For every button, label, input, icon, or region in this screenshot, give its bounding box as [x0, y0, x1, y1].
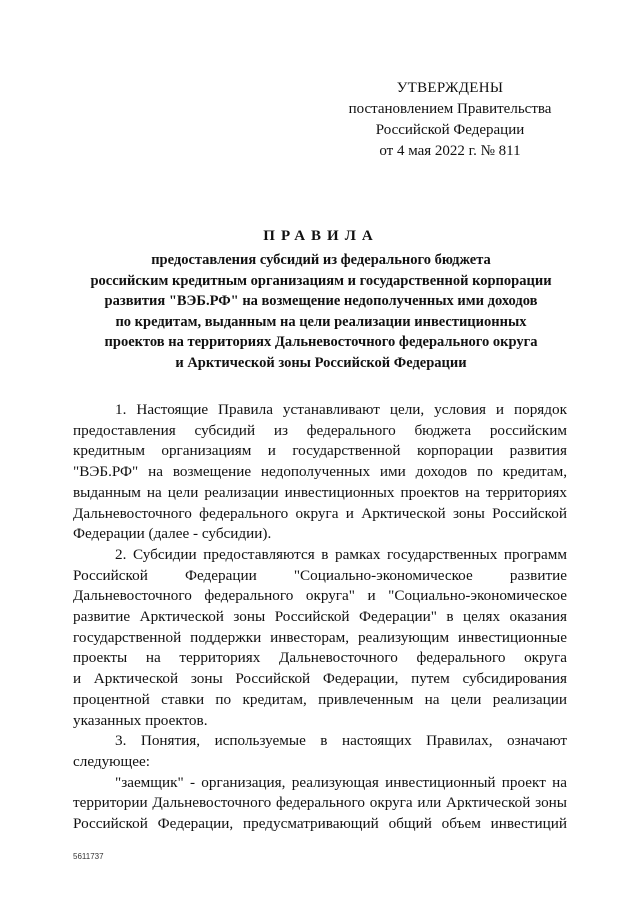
subtitle-line: российским кредитным организациям и государственной корпорации — [90, 272, 552, 289]
document-heading: ПРАВИЛА — [263, 228, 379, 244]
body-line: проекты на территориях Дальневосточного федерального округа — [73, 649, 567, 667]
approval-government: Российской Федерации — [375, 122, 525, 138]
body-line: процентной ставки по кредитам, привлеченным на цели реализации — [73, 690, 567, 708]
body-line: государственной поддержки инвесторам, реализующим инвестиционные — [73, 628, 567, 646]
body-line: предоставления субсидий из федерального бюджета российским — [73, 421, 567, 439]
body-line: Российской Федерации "Социально-экономическое развитие — [73, 566, 567, 584]
document-body — [73, 400, 567, 835]
body-line: следующее: — [73, 752, 150, 770]
subtitle-line: и Арктической зоны Российской Федерации — [175, 354, 467, 371]
body-line: 3. Понятия, используемые в настоящих Правилах, означают — [115, 732, 567, 750]
body-line: "ВЭБ.РФ" на возмещение недополученных ими доходов по кредитам, — [73, 463, 567, 481]
document-subtitle — [70, 250, 572, 373]
body-line: кредитным организациям и государственной корпорации развития — [73, 442, 567, 460]
body-line: 2. Субсидии предоставляются в рамках государственных программ — [115, 545, 567, 563]
approval-date-number: от 4 мая 2022 г. № 811 — [379, 143, 521, 159]
document-code: 5611737 — [73, 852, 104, 861]
body-line: и Арктической зоны Российской Федерации, путем субсидирования — [73, 670, 567, 688]
subtitle-line: развития "ВЭБ.РФ" на возмещение недополученных ими доходов — [104, 293, 538, 309]
approval-title: УТВЕРЖДЕНЫ — [396, 80, 504, 96]
approval-stamp — [340, 78, 560, 162]
subtitle-line: по кредитам, выданным на цели реализации инвестиционных — [115, 313, 527, 330]
body-line: "заемщик" - организация, реализующая инвестиционный проект на — [115, 773, 567, 791]
body-line: территории Дальневосточного федерального округа или Арктической зоны — [73, 794, 567, 812]
body-line: развитие Арктической зоны Российской Федерации" в целях оказания — [73, 608, 567, 626]
body-line: выданным на цели реализации инвестиционных проектов на территориях — [73, 483, 567, 501]
approval-decree: постановлением Правительства — [348, 101, 552, 117]
subtitle-line: предоставления субсидий из федерального бюджета — [151, 252, 491, 268]
body-line: Дальневосточного федерального округа" и "Социально-экономическое — [73, 587, 567, 605]
body-line: Дальневосточного федерального округа и Арктической зоны Российской — [73, 504, 567, 522]
body-line: 1. Настоящие Правила устанавливают цели, условия и порядок — [115, 401, 567, 418]
subtitle-line: проектов на территориях Дальневосточного федерального округа — [104, 334, 538, 350]
body-line: Российской Федерации, предусматривающий общий объем инвестиций — [73, 815, 567, 833]
body-line: Федерации (далее - субсидии). — [73, 525, 272, 543]
body-line: указанных проектов. — [73, 711, 208, 729]
